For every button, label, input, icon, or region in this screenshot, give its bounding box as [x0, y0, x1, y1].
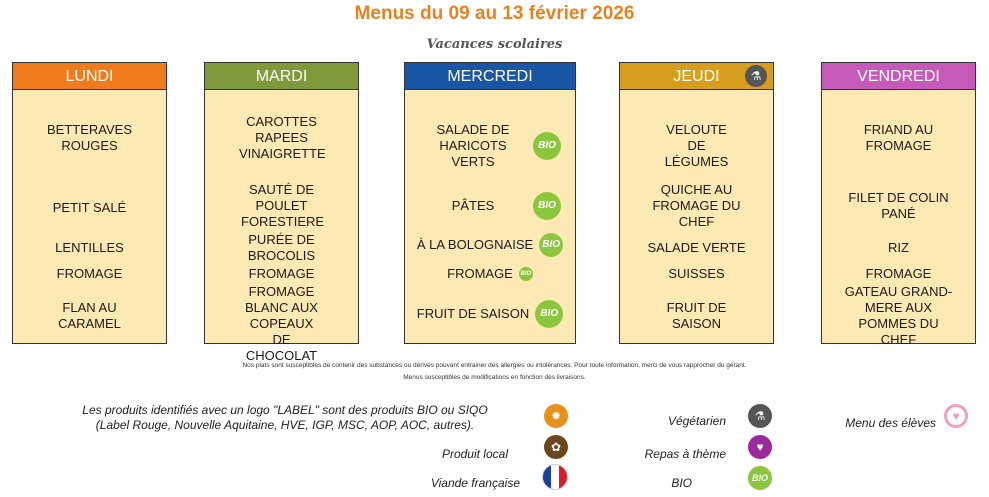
- dish-starter: VELOUTE DE LÉGUMES: [664, 122, 729, 169]
- day-column-vendredi: [821, 62, 976, 347]
- allergy-notice: Nos plats sont susceptibles de contenir des substances ou dérivés pouvant entrainer des allergies ou intolérances. Pour toute information, merci de vous rapprocher du gérant.: [242, 362, 747, 369]
- vegetarian-icon: ⚗: [748, 404, 772, 428]
- dish-main: SAUTÉ DE POULET FORESTIERE: [241, 182, 325, 229]
- dish-cheese: FROMAGE: [56, 266, 123, 281]
- legend-vegetarien: Végétarien: [667, 414, 726, 428]
- medal-icon: ✹: [544, 404, 568, 428]
- day-header-lundi: LUNDI: [12, 62, 167, 90]
- dish-starter: BETTERAVES ROUGES: [46, 122, 132, 153]
- dish-cheese: FROMAGE: [865, 266, 932, 281]
- label-legend-line2: (Label Rouge, Nouvelle Aquitaine, HVE, IGP, MSC, AOP, AOC, autres).: [95, 418, 475, 432]
- day-body-lundi: [12, 90, 167, 344]
- dish-cheese: SUISSES: [668, 266, 725, 281]
- french-flag-icon: [542, 464, 568, 490]
- bio-icon: BIO: [533, 132, 561, 160]
- dish-dessert: FLAN AU CARAMEL: [58, 300, 121, 331]
- dish-side: SALADE VERTE: [647, 240, 746, 255]
- day-column-jeudi: [619, 62, 774, 344]
- bio-icon: BIO: [535, 300, 563, 328]
- day-column-lundi: [12, 62, 167, 344]
- local-icon: ✿: [544, 435, 568, 459]
- day-body-mardi: [204, 90, 359, 363]
- dish-side: PURÉE DE BROCOLIS: [247, 232, 316, 263]
- dish-side-row: [405, 233, 575, 257]
- dish-side: À LA BOLOGNAISE: [416, 237, 534, 252]
- day-header-mercredi: MERCREDI: [404, 62, 576, 90]
- bio-icon: BIO: [539, 233, 563, 257]
- dish-cheese: FROMAGE: [447, 266, 513, 281]
- bio-icon: BIO: [519, 267, 533, 281]
- dish-dessert-row: [405, 300, 575, 328]
- day-column-mercredi: [404, 62, 576, 344]
- dish-side: RIZ: [888, 240, 909, 255]
- dish-dessert: FRUIT DE SAISON: [666, 300, 727, 331]
- dish-starter-row: [405, 122, 575, 170]
- day-header-mardi: MARDI: [204, 62, 359, 90]
- day-header-label: JEUDI: [673, 68, 720, 85]
- legend-menu-eleves: Menu des élèves: [845, 416, 936, 430]
- label-legend: [40, 403, 530, 433]
- label-legend-line1: Les produits identifiés avec un logo "LABEL" sont des produits BIO ou SIQO: [82, 403, 488, 417]
- dish-main: FILET DE COLIN PANÉ: [848, 190, 949, 221]
- heart-icon: ♥: [944, 404, 968, 428]
- dish-cheese: FROMAGE: [248, 266, 315, 281]
- dish-dessert: FROMAGE BLANC AUX COPEAUX DE CHOCOLAT: [245, 284, 318, 363]
- dish-starter: SALADE DE HARICOTS VERTS: [436, 122, 510, 169]
- legend-bio: BIO: [671, 476, 692, 490]
- dish-side: LENTILLES: [55, 240, 124, 255]
- legend-produit-local: Produit local: [441, 447, 508, 461]
- dish-cheese-row: [405, 266, 575, 282]
- legend-viande-francaise: Viande française: [430, 476, 520, 490]
- day-body-jeudi: [619, 90, 774, 344]
- dish-main: QUICHE AU FROMAGE DU CHEF: [652, 182, 741, 229]
- legend-repas-theme: Repas à thème: [644, 447, 726, 461]
- dish-dessert: GATEAU GRAND-MERE AUX POMMES DU CHEF: [844, 284, 953, 347]
- dish-main: PETIT SALÉ: [52, 200, 127, 215]
- page-subtitle: Vacances scolaires: [426, 37, 563, 52]
- dish-dessert: FRUIT DE SAISON: [416, 306, 530, 321]
- dish-starter: FRIAND AU FROMAGE: [863, 122, 934, 153]
- bio-icon: BIO: [748, 466, 772, 490]
- vegetarian-icon: ⚗: [745, 65, 767, 87]
- day-body-vendredi: [821, 90, 976, 347]
- day-column-mardi: [204, 62, 359, 363]
- changes-notice: Menus susceptibles de modifications en fonction des livraisons.: [403, 374, 586, 381]
- day-header-jeudi: [619, 62, 774, 90]
- page-title: Menus du 09 au 13 février 2026: [354, 3, 635, 24]
- bio-icon: BIO: [533, 192, 561, 220]
- dish-starter: CAROTTES RAPEES VINAIGRETTE: [239, 114, 326, 161]
- dish-main: PÂTES: [451, 198, 495, 213]
- day-body-mercredi: [404, 90, 576, 344]
- day-header-vendredi: VENDREDI: [821, 62, 976, 90]
- dish-main-row: [405, 192, 575, 220]
- theme-icon: ♥: [748, 435, 772, 459]
